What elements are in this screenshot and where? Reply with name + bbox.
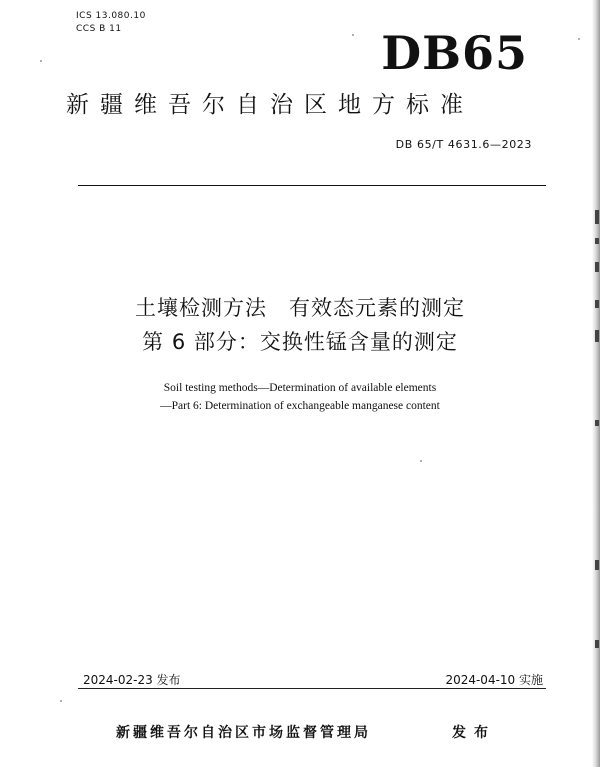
issuing-authority: 新疆维吾尔自治区市场监督管理局 <box>116 725 371 741</box>
scan-edge-mark <box>595 560 599 570</box>
scan-edge-mark <box>595 262 599 272</box>
scan-edge-mark <box>595 210 599 224</box>
scan-edge-mark <box>595 640 599 648</box>
scan-edge-mark <box>595 238 599 244</box>
scan-speck <box>352 34 354 36</box>
standard-number: DB 65/T 4631.6—2023 <box>395 138 532 151</box>
standard-type-title: 新疆维吾尔自治区地方标准 <box>66 92 474 118</box>
english-title-line-2: —Part 6: Determination of exchangeable manganese content <box>160 400 440 412</box>
standard-logo: DB65 <box>381 26 528 80</box>
scan-edge-shadow <box>592 0 600 767</box>
scan-edge-mark <box>595 420 599 426</box>
scan-speck <box>40 60 42 62</box>
scan-speck <box>578 38 580 40</box>
english-title-line-1: Soil testing methods—Determination of available elements <box>163 382 437 394</box>
top-divider <box>78 185 546 186</box>
ccs-code: CCS B 11 <box>76 24 122 34</box>
scan-edge-mark <box>595 300 599 308</box>
scan-speck <box>420 460 422 462</box>
chinese-title-line-2: 第 6 部分：交换性锰含量的测定 <box>142 330 458 354</box>
classification-codes <box>76 10 146 36</box>
issue-label: 发布 <box>452 725 496 741</box>
implementation-date: 2024-04-10 实施 <box>445 673 543 687</box>
scan-edge-mark <box>595 330 599 342</box>
scan-speck <box>60 700 62 702</box>
publish-date: 2024-02-23 发布 <box>83 673 181 687</box>
chinese-title-line-1: 土壤检测方法 有效态元素的测定 <box>135 296 465 320</box>
ics-code: ICS 13.080.10 <box>76 11 146 21</box>
bottom-divider <box>78 688 546 689</box>
